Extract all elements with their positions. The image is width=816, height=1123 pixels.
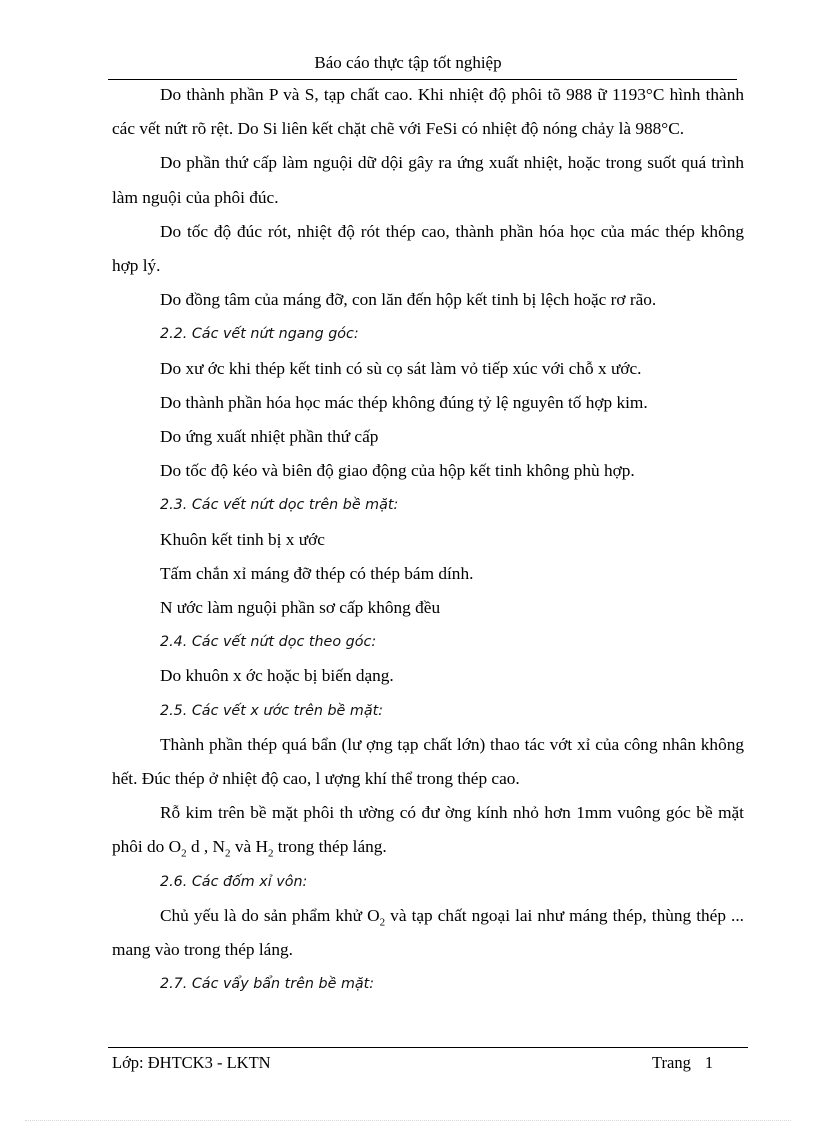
footer-page-indicator — [652, 1053, 713, 1073]
paragraph: N ước làm nguội phần sơ cấp không đều — [160, 598, 441, 618]
footer-rule — [108, 1047, 748, 1048]
paragraph: Do xư ớc khi thép kết tinh có sù cọ sát làm vỏ tiếp xúc với chỗ x ước. — [160, 358, 642, 378]
subscript: 2 — [225, 847, 231, 860]
paragraph: Do khuôn x ớc hoặc bị biến dạng. — [160, 666, 394, 686]
section-heading: 2.3. Các vết nứt dọc trên bề mặt: — [160, 497, 399, 514]
paragraph: Do tốc độ kéo và biên độ giao động của hộp kết tinh không phù hợp. — [160, 461, 635, 481]
paragraph: Tấm chắn xỉ máng đỡ thép có thép bám dính. — [160, 563, 474, 583]
text-segment: và tạp chất ngoại lai như máng thép, thùng thép ... mang vào trong thép láng. — [112, 905, 745, 960]
section-heading: 2.6. Các đốm xỉ vôn: — [160, 873, 308, 890]
text-segment: Chủ yếu là do sản phẩm khử O — [160, 905, 380, 925]
page-edge-dotted-line — [25, 1120, 791, 1121]
section-heading: 2.4. Các vết nứt dọc theo góc: — [160, 634, 377, 651]
document-body — [112, 78, 744, 1001]
footer-page-number: 1 — [704, 1053, 714, 1072]
subscript: 2 — [267, 847, 274, 860]
footer-page-label: Trang — [652, 1053, 691, 1072]
page-header-title: Báo cáo thực tập tốt nghiệp — [314, 53, 502, 72]
paragraph: Do ứng xuất nhiệt phần thứ cấp — [160, 427, 379, 447]
text-segment: và H — [230, 837, 268, 857]
paragraph: Do thành phần hóa học mác thép không đúng tỷ lệ nguyên tố hợp kim. — [160, 392, 648, 412]
paragraph: Thành phần thép quá bẩn (lư ợng tạp chất lớn) thao tác vớt xỉ của công nhân không hết. Đúc thép ở nhiệt độ cao, l ượng khí thể trong thép cao. — [112, 734, 744, 789]
section-heading: 2.7. Các vẩy bẩn trên bề mặt: — [160, 976, 375, 993]
subscript: 2 — [379, 916, 386, 929]
text-segment: d , N — [186, 837, 226, 857]
paragraph — [112, 899, 744, 967]
subscript: 2 — [181, 847, 187, 860]
footer-class-label: Lớp: ĐHTCK3 - LKTN — [112, 1053, 271, 1072]
paragraph: Do phần thứ cấp làm nguội dữ dội gây ra ứng xuất nhiệt, hoặc trong suốt quá trình làm nguội của phôi đúc. — [112, 153, 744, 207]
text-segment: trong thép láng. — [273, 837, 387, 857]
paragraph: Do tốc độ đúc rót, nhiệt độ rót thép cao, thành phần hóa học của mác thép không hợp lý. — [112, 221, 744, 276]
paragraph: Do đồng tâm của máng đỡ, con lăn đến hộp kết tinh bị lệch hoặc rơ rão. — [160, 290, 657, 310]
paragraph: Do thành phần P và S, tạp chất cao. Khi nhiệt độ phôi tõ 988 ữ 1193°C hình thành các vết nứt rõ rệt. Do Si liên kết chặt chẽ với FeSi có nhiệt độ nóng chảy là 988°C. — [112, 85, 744, 139]
paragraph — [112, 796, 744, 864]
section-heading: 2.2. Các vết nứt ngang góc: — [160, 326, 359, 343]
section-heading: 2.5. Các vết x ước trên bề mặt: — [160, 702, 384, 719]
text-segment: Rỗ kim trên bề mặt phôi th ường có đư ờng kính nhỏ hơn 1mm vuông góc bề mặt phôi do O — [112, 803, 744, 857]
paragraph: Khuôn kết tinh bị x ước — [160, 529, 325, 549]
